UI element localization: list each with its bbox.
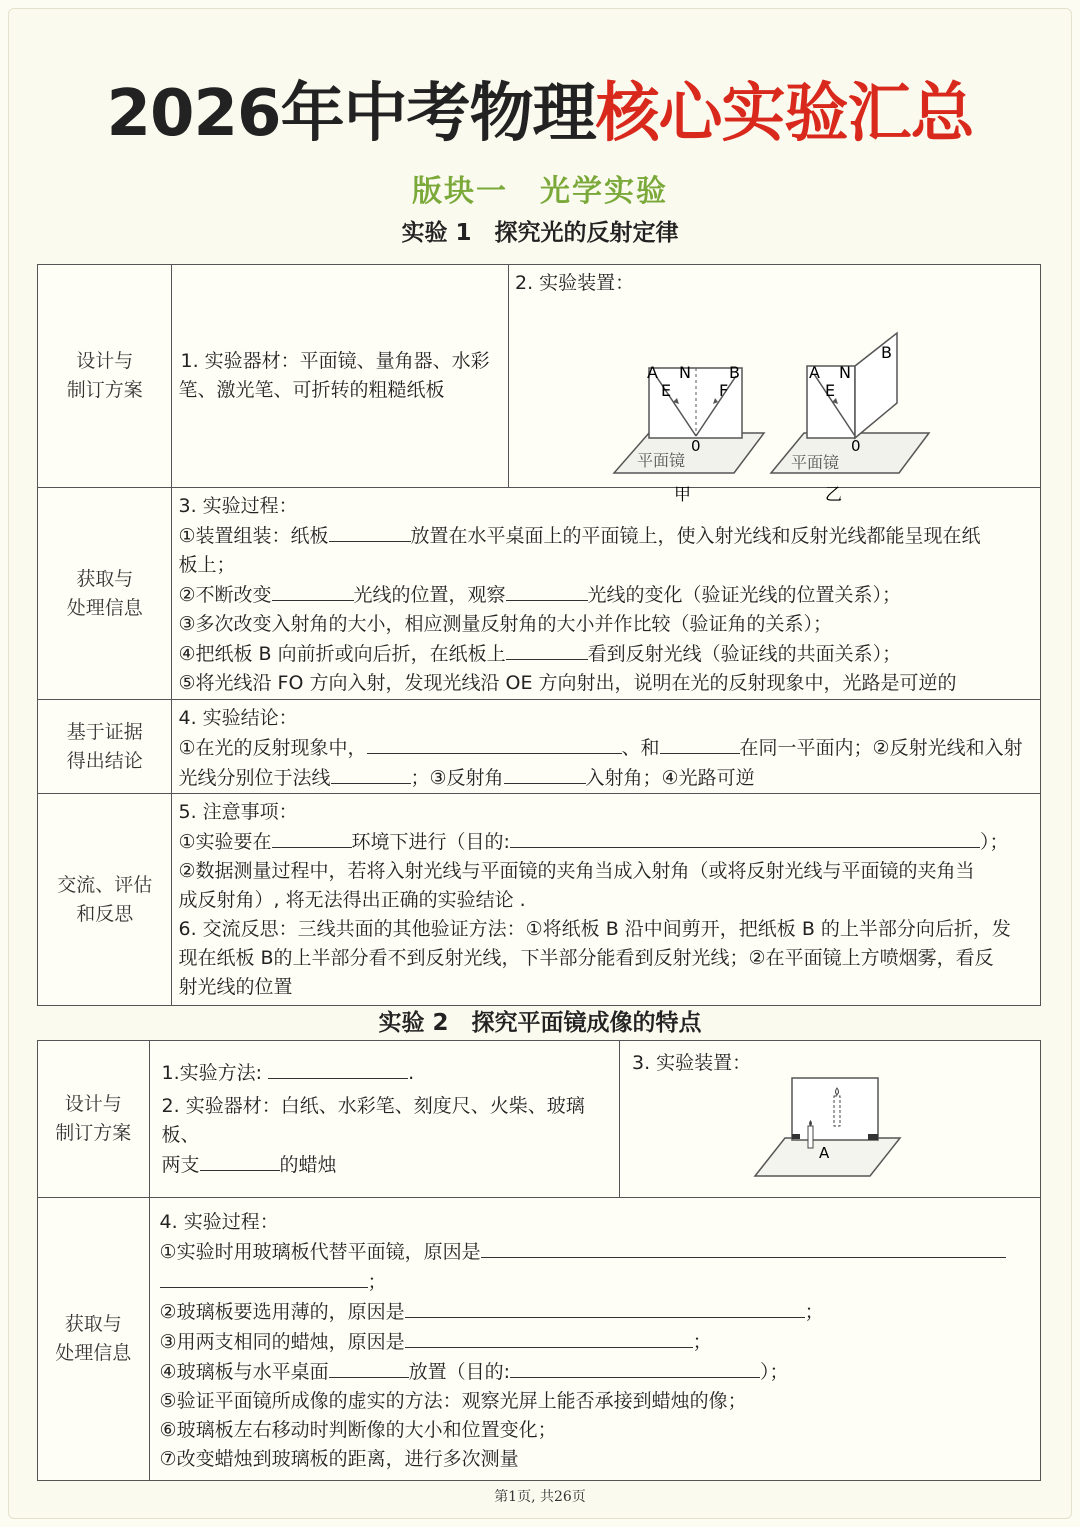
svg-text:B: B bbox=[728, 363, 740, 382]
svg-text:0: 0 bbox=[690, 437, 701, 455]
page-title: 2026年中考物理核心实验汇总 bbox=[106, 77, 974, 151]
experiment-1-title: 实验 1 探究光的反射定律 bbox=[401, 220, 679, 246]
process-cell-2: 4. 实验过程： ①实验时用玻璃板代替平面镜，原因是 ； ②玻璃板要选用薄的，原因是 ； ③用两支相同的蜡烛，原因是 ； ④玻璃板与水平桌面 放置（目的: ）； ⑤验证平面镜所成像的虚实的方法：观察光屏上能否承接到蜡烛的像； ⑥玻璃板左右移动时判断像的大小和位置变化； ⑦改变蜡烛到玻璃板的距离，进行多次测量 bbox=[149, 1198, 1040, 1481]
svg-text:平面镜: 平面镜 bbox=[790, 453, 839, 472]
experiment-1-table bbox=[37, 264, 1041, 1006]
svg-text:乙: 乙 bbox=[824, 485, 842, 505]
row-label-process: 获取与 处理信息 bbox=[38, 488, 172, 700]
row-label-process-2: 获取与 处理信息 bbox=[38, 1198, 150, 1481]
notes-cell: 5. 注意事项： ①实验要在 环境下进行（目的: ）； ②数据测量过程中，若将入射光线与平面镜的夹角当成入射角（或将反射光线与平面镜的夹角当 成反射角）, 将无法得出正确的实验结论 . 6. 交流反思：三线共面的其他验证方法：①将纸板 B 沿中间剪开，把纸板 B 的上半部分向后折，发 现在纸板 B的上半部分看不到反射光线，下半部分能看到反射光线；②在平面镜上方喷烟雾，看反 射光线的位置 bbox=[172, 794, 1041, 1006]
row-label-evaluation: 交流、评估 和反思 bbox=[38, 794, 172, 1006]
materials-cell: 1. 实验器材：平面镜、量角器、水彩 笔、激光笔、可折转的粗糙纸板 bbox=[172, 265, 509, 488]
svg-text:甲: 甲 bbox=[673, 485, 691, 505]
svg-text:平面镜: 平面镜 bbox=[636, 451, 685, 470]
svg-text:A: A bbox=[646, 363, 658, 382]
section-heading: 版块一 光学实验 bbox=[412, 174, 668, 209]
svg-text:N: N bbox=[838, 363, 851, 382]
experiment-2-table bbox=[37, 1040, 1041, 1481]
mirror-image-apparatus-figure bbox=[620, 1078, 1040, 1188]
device-cell: 2. 实验装置： A N B E F 0 平面镜 甲 A N B E 0 平面镜 乙 bbox=[508, 265, 1040, 488]
row-label-design: 设计与 制订方案 bbox=[38, 265, 172, 488]
svg-text:E: E bbox=[824, 381, 836, 400]
svg-text:E: E bbox=[660, 381, 672, 400]
conclusion-cell: 4. 实验结论： ①在光的反射现象中， 、和 在同一平面内；②反射光线和入射 光线分别位于法线 ；③反射角 入射角；④光路可逆 bbox=[172, 700, 1041, 794]
svg-text:A: A bbox=[808, 363, 820, 382]
method-cell: 1.实验方法: . 2. 实验器材：白纸、水彩笔、刻度尺、火柴、玻璃板、 两支 的蜡烛 bbox=[149, 1041, 619, 1198]
row-label-conclusion: 基于证据 得出结论 bbox=[38, 700, 172, 794]
svg-text:N: N bbox=[678, 363, 691, 382]
svg-text:0: 0 bbox=[850, 437, 861, 455]
process-cell: 3. 实验过程： ①装置组装：纸板 放置在水平桌面上的平面镜上，使入射光线和反射光线都能呈现在纸 板上； ②不断改变 光线的位置，观察 光线的变化（验证光线的位置关系）； ③多次改变入射角的大小，相应测量反射角的大小并作比较（验证角的关系）； ④把纸板 B 向前折或向后折，在纸板上 看到反射光线（验证线的共面关系）； ⑤将光线沿 FO 方向入射，发现光线沿 OE 方向射出，说明在光的反射现象中，光路是可逆的 bbox=[172, 488, 1041, 700]
figure-jia bbox=[614, 363, 764, 505]
reflection-apparatus-figure bbox=[509, 298, 1040, 505]
device-cell-2: 3. 实验装置： A bbox=[619, 1041, 1040, 1198]
page-footer: 第1页, 共26页 bbox=[494, 1489, 586, 1505]
experiment-2-title: 实验 2 探究平面镜成像的特点 bbox=[378, 1010, 702, 1036]
figure-yi bbox=[771, 333, 929, 505]
svg-text:A: A bbox=[818, 1144, 830, 1162]
svg-text:F: F bbox=[718, 381, 729, 400]
row-label-design-2: 设计与 制订方案 bbox=[38, 1041, 150, 1198]
svg-text:B: B bbox=[880, 343, 892, 362]
